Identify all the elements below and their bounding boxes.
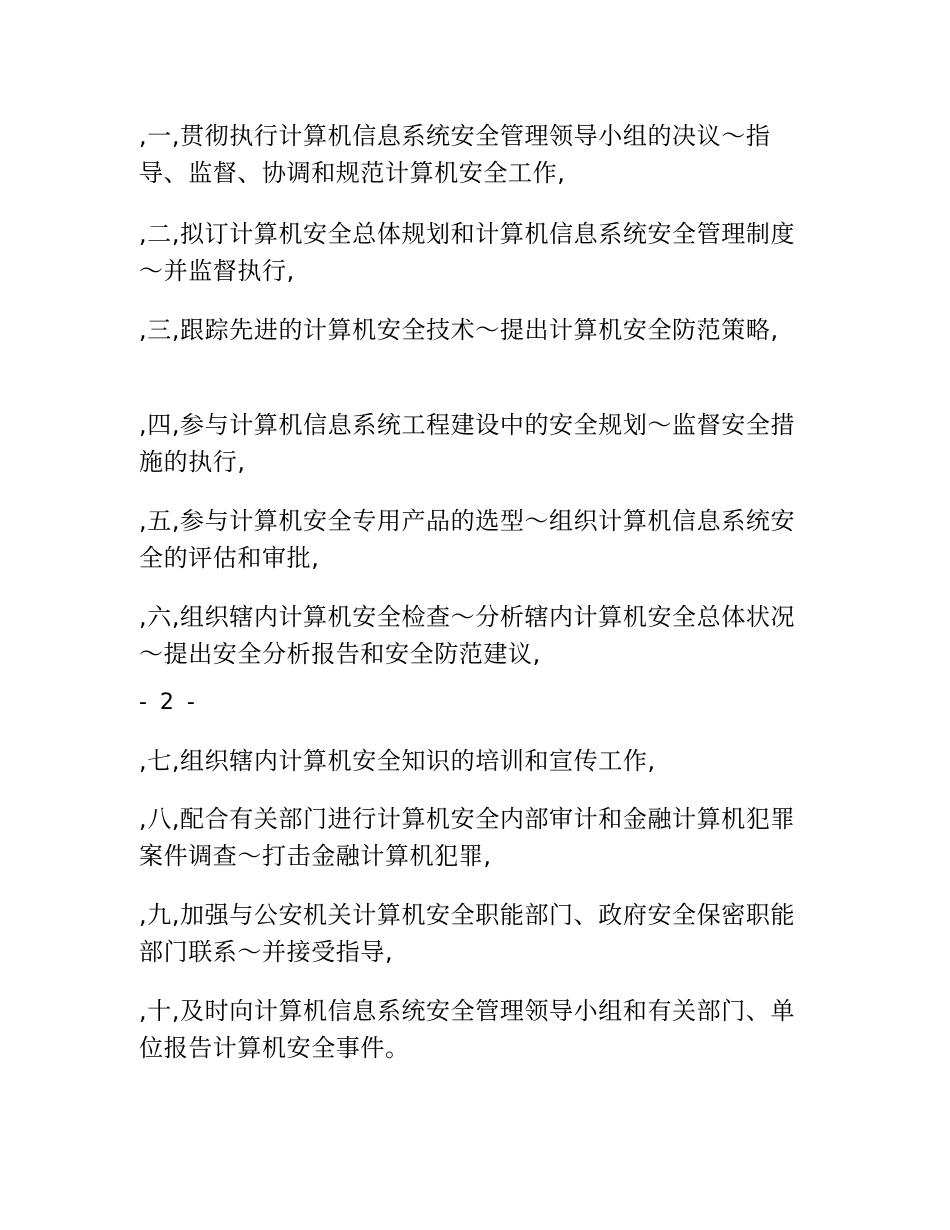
paragraph-item-9: ,九,加强与公安机关计算机安全职能部门、政府安全保密职能部门联系～并接受指导,: [139, 901, 796, 966]
paragraph-item-3: ,三,跟踪先进的计算机安全技术～提出计算机安全防范策略,: [139, 316, 779, 344]
paragraph-item-6: ,六,组织辖内计算机安全检查～分析辖内计算机安全总体状况～提出安全分析报告和安全防范建议,: [139, 603, 796, 668]
paragraph-item-10: ,十,及时向计算机信息系统安全管理领导小组和有关部门、单位报告计算机安全事件。: [139, 997, 796, 1062]
paragraph-item-2: ,二,拟订计算机安全总体规划和计算机信息系统安全管理制度～并监督执行,: [139, 220, 796, 285]
paragraph-item-7: ,七,组织辖内计算机安全知识的培训和宣传工作,: [139, 747, 656, 775]
paragraph-item-1: ,一,贯彻执行计算机信息系统安全管理领导小组的决议～指导、监督、协调和规范计算机安全工作,: [139, 122, 771, 187]
paragraph-item-8: ,八,配合有关部门进行计算机安全内部审计和金融计算机犯罪案件调查～打击金融计算机犯罪,: [139, 805, 796, 870]
page-number: - 2 -: [139, 690, 198, 715]
paragraph-item-5: ,五,参与计算机安全专用产品的选型～组织计算机信息系统安全的评估和审批,: [139, 507, 796, 572]
paragraph-item-4: ,四,参与计算机信息系统工程建设中的安全规划～监督安全措施的执行,: [139, 411, 796, 476]
